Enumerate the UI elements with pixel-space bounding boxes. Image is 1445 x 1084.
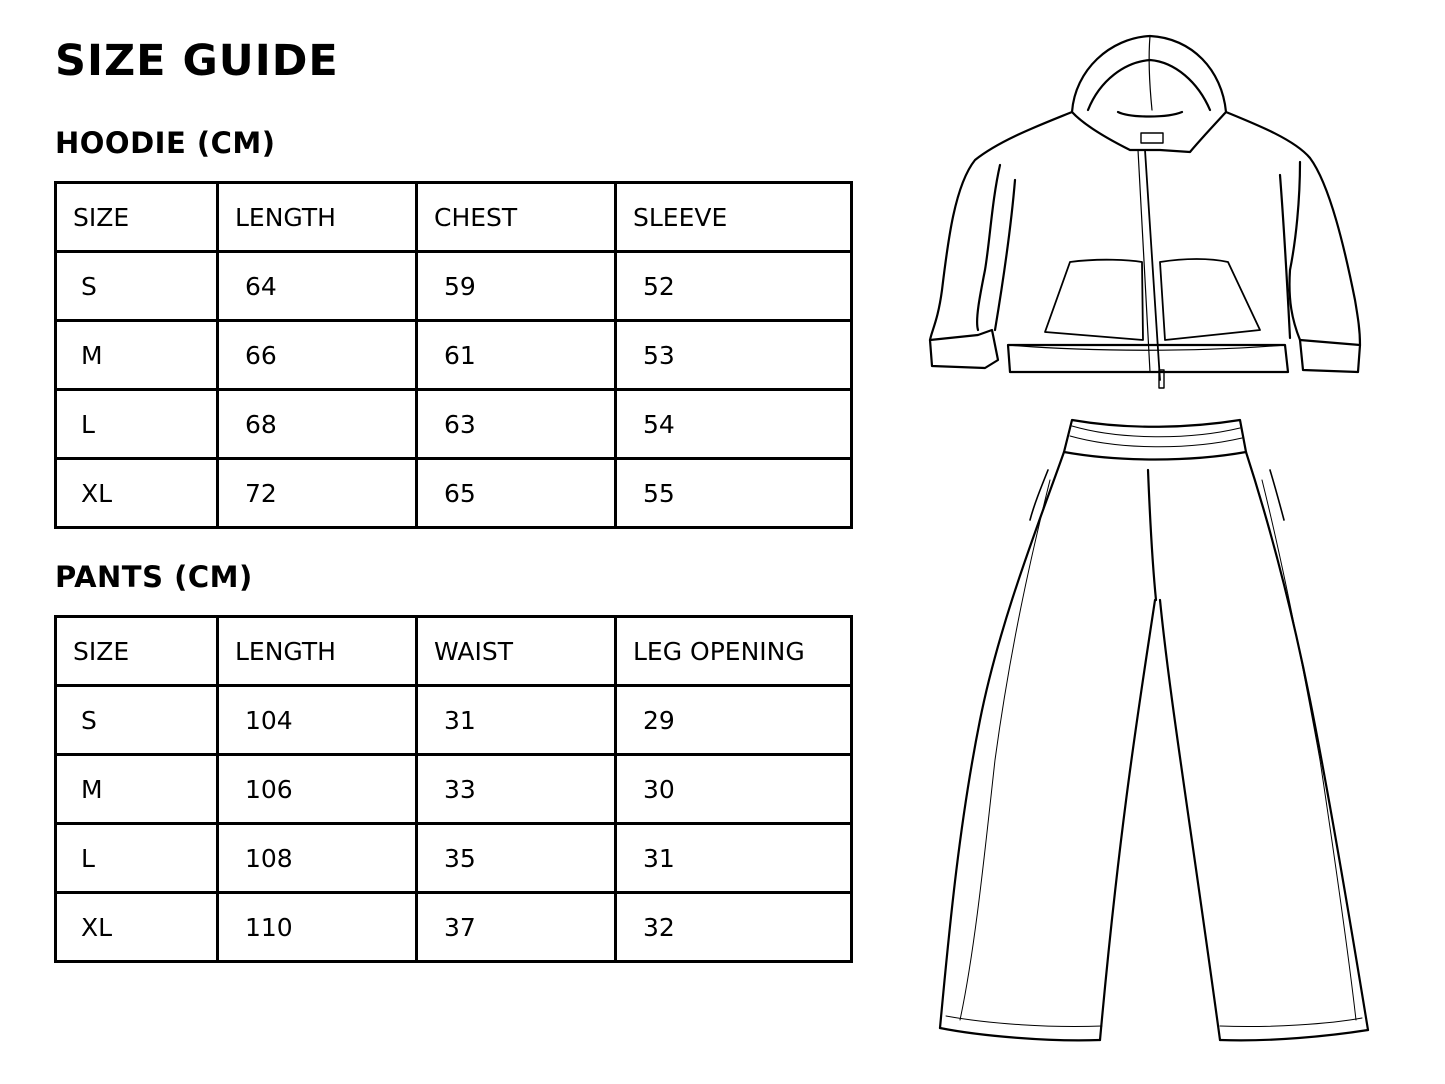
table-cell: S bbox=[56, 686, 218, 755]
hoodie-section-title: HOODIE (CM) bbox=[55, 126, 276, 160]
table-cell: 72 bbox=[218, 459, 417, 528]
table-cell: 29 bbox=[616, 686, 852, 755]
page-title: SIZE GUIDE bbox=[55, 36, 339, 86]
table-cell: 32 bbox=[616, 893, 852, 962]
table-cell: 66 bbox=[218, 321, 417, 390]
pants-section-title: PANTS (CM) bbox=[55, 560, 253, 594]
table-cell: 53 bbox=[616, 321, 852, 390]
table-cell: 31 bbox=[417, 686, 616, 755]
table-cell: 35 bbox=[417, 824, 616, 893]
pants-drawing bbox=[940, 420, 1368, 1040]
table-cell: 31 bbox=[616, 824, 852, 893]
hoodie-drawing bbox=[930, 36, 1360, 388]
column-header-chest: CHEST bbox=[417, 183, 616, 252]
table-cell: 30 bbox=[616, 755, 852, 824]
table-cell: S bbox=[56, 252, 218, 321]
table-cell: M bbox=[56, 755, 218, 824]
table-cell: 37 bbox=[417, 893, 616, 962]
table-cell: 61 bbox=[417, 321, 616, 390]
table-cell: 55 bbox=[616, 459, 852, 528]
table-cell: 110 bbox=[218, 893, 417, 962]
table-cell: 59 bbox=[417, 252, 616, 321]
table-cell: M bbox=[56, 321, 218, 390]
table-cell: L bbox=[56, 390, 218, 459]
column-header-waist: WAIST bbox=[417, 617, 616, 686]
table-cell: 63 bbox=[417, 390, 616, 459]
table-cell: 108 bbox=[218, 824, 417, 893]
column-header-length: LENGTH bbox=[218, 183, 417, 252]
column-header-size: SIZE bbox=[56, 183, 218, 252]
column-header-sleeve: SLEEVE bbox=[616, 183, 852, 252]
table-cell: XL bbox=[56, 893, 218, 962]
table-cell: 106 bbox=[218, 755, 417, 824]
table-cell: 52 bbox=[616, 252, 852, 321]
table-cell: XL bbox=[56, 459, 218, 528]
table-cell: 33 bbox=[417, 755, 616, 824]
table-cell: 104 bbox=[218, 686, 417, 755]
column-header-length: LENGTH bbox=[218, 617, 417, 686]
table-cell: 64 bbox=[218, 252, 417, 321]
table-cell: 68 bbox=[218, 390, 417, 459]
table-cell: L bbox=[56, 824, 218, 893]
column-header-leg-opening: LEG OPENING bbox=[616, 617, 852, 686]
table-cell: 65 bbox=[417, 459, 616, 528]
table-cell: 54 bbox=[616, 390, 852, 459]
column-header-size: SIZE bbox=[56, 617, 218, 686]
